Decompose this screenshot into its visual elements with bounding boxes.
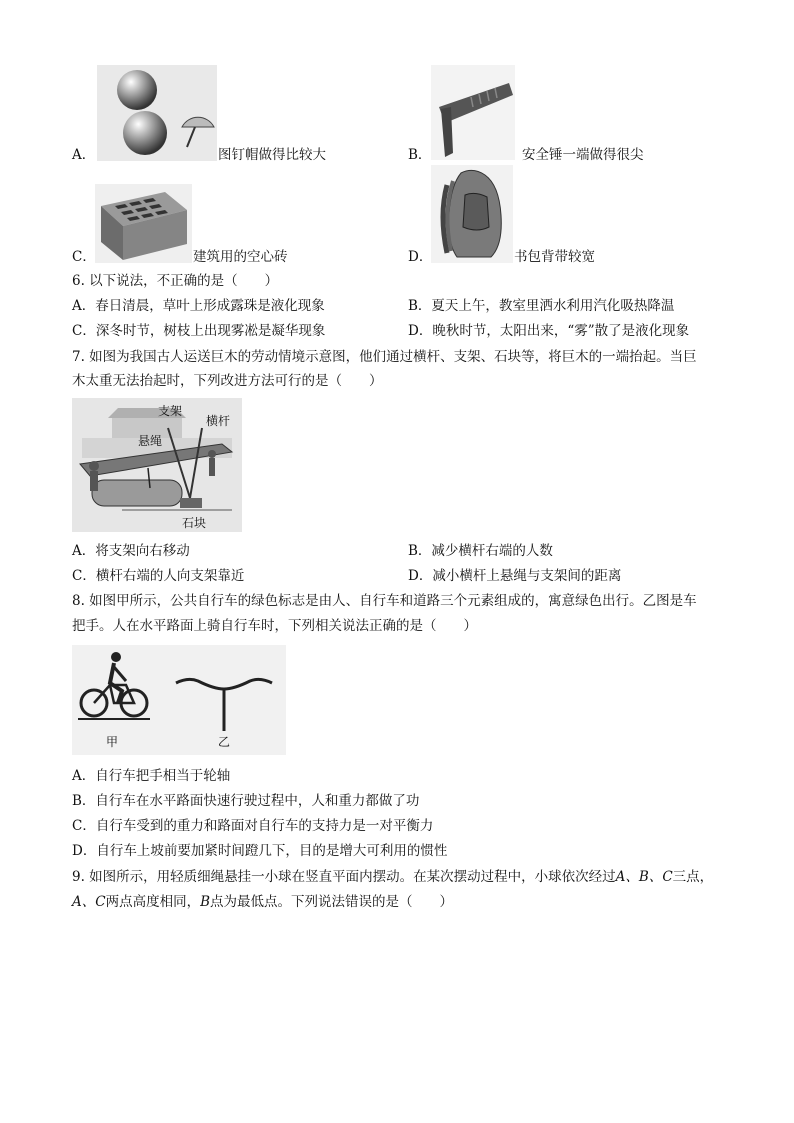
q9-points-abc: A、B、C bbox=[615, 869, 673, 885]
question-6-stem: 6. 以下说法，不正确的是（ ） bbox=[72, 273, 279, 289]
q9-points-ac: A、C bbox=[72, 894, 106, 910]
option-5a-letter: A． bbox=[72, 147, 96, 163]
option-7c: C．横杆右端的人向支架靠近 bbox=[72, 568, 245, 584]
question-9-stem-line1 bbox=[72, 868, 713, 886]
option-5c-caption: 建筑用的空心砖 bbox=[193, 249, 288, 265]
q9-stem2-mid: 两点高度相同， bbox=[105, 894, 201, 910]
q9-stem2-post: 点为最低点。下列说法错误的是（ ） bbox=[210, 894, 454, 910]
option-6a: A．春日清晨，草叶上形成露珠是液化现象 bbox=[72, 298, 325, 314]
backpack-image bbox=[431, 165, 513, 263]
thumbtack-image bbox=[97, 65, 217, 161]
label-zhijia: 支架 bbox=[158, 404, 183, 418]
bicycle-figure bbox=[72, 645, 286, 755]
option-5d-caption: 书包背带较宽 bbox=[514, 249, 595, 265]
q9-point-b: B bbox=[200, 894, 211, 910]
hollow-brick-image bbox=[95, 184, 192, 263]
question-7-stem-line1: 7. 如图为我国古人运送巨木的劳动情境示意图，他们通过横杆、支架、石块等，将巨木的一端抬起。当巨 bbox=[72, 349, 697, 365]
option-6c: C．深冬时节，树枝上出现雾凇是凝华现象 bbox=[72, 323, 326, 339]
option-7a: A．将支架向右移动 bbox=[72, 543, 190, 559]
q9-stem1-pre: 9. 如图所示，用轻质细绳悬挂一小球在竖直平面内摆动。在某次摆动过程中，小球依次经过 bbox=[72, 869, 616, 885]
option-5b-caption: 安全锤一端做得很尖 bbox=[522, 147, 644, 163]
option-8b: B．自行车在水平路面快速行驶过程中，人和重力都做了功 bbox=[72, 793, 420, 809]
fig-label-yi: 乙 bbox=[218, 735, 231, 749]
option-6d: D．晚秋时节，太阳出来，“雾”散了是液化现象 bbox=[408, 323, 690, 339]
option-7b: B．减少横杆右端的人数 bbox=[408, 543, 553, 559]
question-8-stem-line1: 8. 如图甲所示，公共自行车的绿色标志是由人、自行车和道路三个元素组成的，寓意绿色出行。乙图是车 bbox=[72, 593, 697, 609]
option-5b-letter: B． bbox=[408, 147, 432, 163]
label-xuansheng: 悬绳 bbox=[138, 434, 163, 448]
log-transport-figure bbox=[72, 398, 242, 532]
option-5c-letter: C． bbox=[72, 249, 96, 265]
option-7d: D．减小横杆上悬绳与支架间的距离 bbox=[408, 568, 622, 584]
label-henggan: 横杆 bbox=[206, 414, 231, 428]
question-7-stem-line2: 木太重无法抬起时，下列改进方法可行的是（ ） bbox=[72, 373, 383, 389]
question-8-stem-line2: 把手。人在水平路面上骑自行车时，下列相关说法正确的是（ ） bbox=[72, 618, 477, 634]
safety-hammer-image bbox=[431, 65, 515, 160]
q9-stem1-post: 三点， bbox=[672, 869, 714, 885]
option-6b: B．夏天上午，教室里洒水利用汽化吸热降温 bbox=[408, 298, 675, 314]
label-shikuai: 石块 bbox=[182, 516, 207, 530]
option-8a: A．自行车把手相当于轮轴 bbox=[72, 768, 231, 784]
question-9-stem-line2 bbox=[72, 893, 453, 911]
option-5a-caption: 图钉帽做得比较大 bbox=[218, 147, 326, 163]
option-8c: C．自行车受到的重力和路面对自行车的支持力是一对平衡力 bbox=[72, 818, 434, 834]
option-5d-letter: D． bbox=[408, 249, 433, 265]
fig-label-jia: 甲 bbox=[106, 735, 119, 749]
option-8d: D．自行车上坡前要加紧时间蹬几下，目的是增大可利用的惯性 bbox=[72, 843, 448, 859]
